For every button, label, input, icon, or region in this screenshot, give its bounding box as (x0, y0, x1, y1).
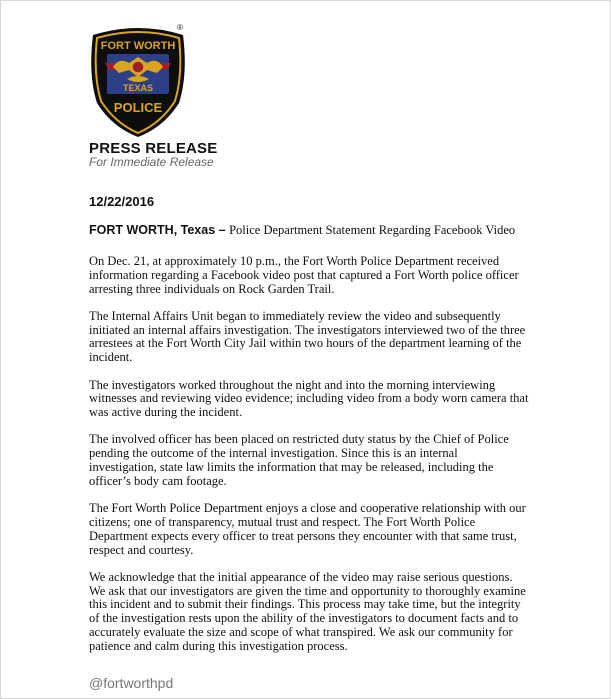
paragraph-line: respect and courtesy. (89, 542, 194, 557)
paragraph-2 (89, 310, 529, 365)
paragraph-line: We ask that our investigators are given the time and opportunity to thoroughly examine (89, 583, 526, 598)
paragraph-line: The investigators worked throughout the night and into the morning interviewing (89, 377, 496, 392)
paragraph-line: incident. (89, 350, 133, 365)
headline-location: FORT WORTH, Texas (89, 223, 216, 237)
paragraph-line: We acknowledge that the initial appearance of the video may raise serious questions. (89, 569, 513, 584)
paragraph-line: On Dec. 21, at approximately 10 p.m., the Fort Worth Police Department received (89, 254, 500, 268)
paragraph-line: of the investigation rests upon the ability of the investigators to document facts and to (89, 611, 519, 626)
paragraph-line: arresting three individuals on Rock Garden Trail. (89, 281, 335, 296)
paragraph-line: The Internal Affairs Unit began to immediately review the video and subsequently (89, 308, 501, 323)
paragraph-1 (89, 255, 529, 296)
paragraph-line: information regarding a Facebook video post that captured a Fort Worth police officer (89, 267, 519, 282)
paragraph-line: The involved officer has been placed on restricted duty status by the Chief of Police (89, 432, 509, 447)
paragraph-3 (89, 379, 529, 420)
twitter-handle-watermark: @fortworthpd (89, 675, 174, 691)
badge-top-text: FORT WORTH (100, 40, 176, 52)
registered-mark: ® (177, 23, 183, 32)
paragraph-line: witnesses and reviewing video evidence; including video from a body worn camera that (89, 391, 529, 406)
paragraph-4 (89, 433, 529, 488)
release-body (89, 255, 529, 667)
paragraph-line: initiated an internal affairs investigation. The investigators interviewed two of the three (89, 322, 526, 337)
paragraph-line: pending the outcome of the internal investigation. Since this is an internal (89, 446, 458, 461)
paragraph-line: accurately evaluate the size and scope of what transpired. We ask our community for (89, 625, 513, 640)
fort-worth-police-badge-logo (87, 23, 189, 139)
release-date: 12/22/2016 (89, 194, 155, 209)
paragraph-line: The Fort Worth Police Department enjoys a close and cooperative relationship with our (89, 501, 526, 516)
paragraph-6 (89, 571, 529, 654)
headline (89, 223, 515, 238)
badge-state-text: TEXAS (122, 83, 154, 93)
paragraph-line: officer’s body cam footage. (89, 473, 227, 488)
headline-separator: – (215, 223, 230, 237)
paragraph-line: this incident and to submit their findings. This process may take time, but the integrity (89, 597, 521, 612)
paragraph-line: arrestees at the Fort Worth City Jail within two hours of the department learning of the (89, 336, 522, 351)
paragraph-line: was active during the incident. (89, 405, 243, 420)
paragraph-5 (89, 502, 529, 557)
paragraph-line: investigation, state law limits the information that may be released, including the (89, 460, 494, 475)
paragraph-line: patience and calm during this investigation process. (89, 638, 348, 653)
paragraph-line: Department expects every officer to treat persons they encounter with that same trust, (89, 528, 517, 543)
immediate-release-subtitle: For Immediate Release (89, 155, 214, 169)
paragraph-line: citizens; one of transparency, mutual trust and respect. The Fort Worth Police (89, 514, 476, 529)
headline-text: Police Department Statement Regarding Facebook Video (229, 223, 516, 237)
badge-bottom-text: POLICE (113, 100, 163, 115)
press-release-title: PRESS RELEASE (89, 140, 218, 157)
